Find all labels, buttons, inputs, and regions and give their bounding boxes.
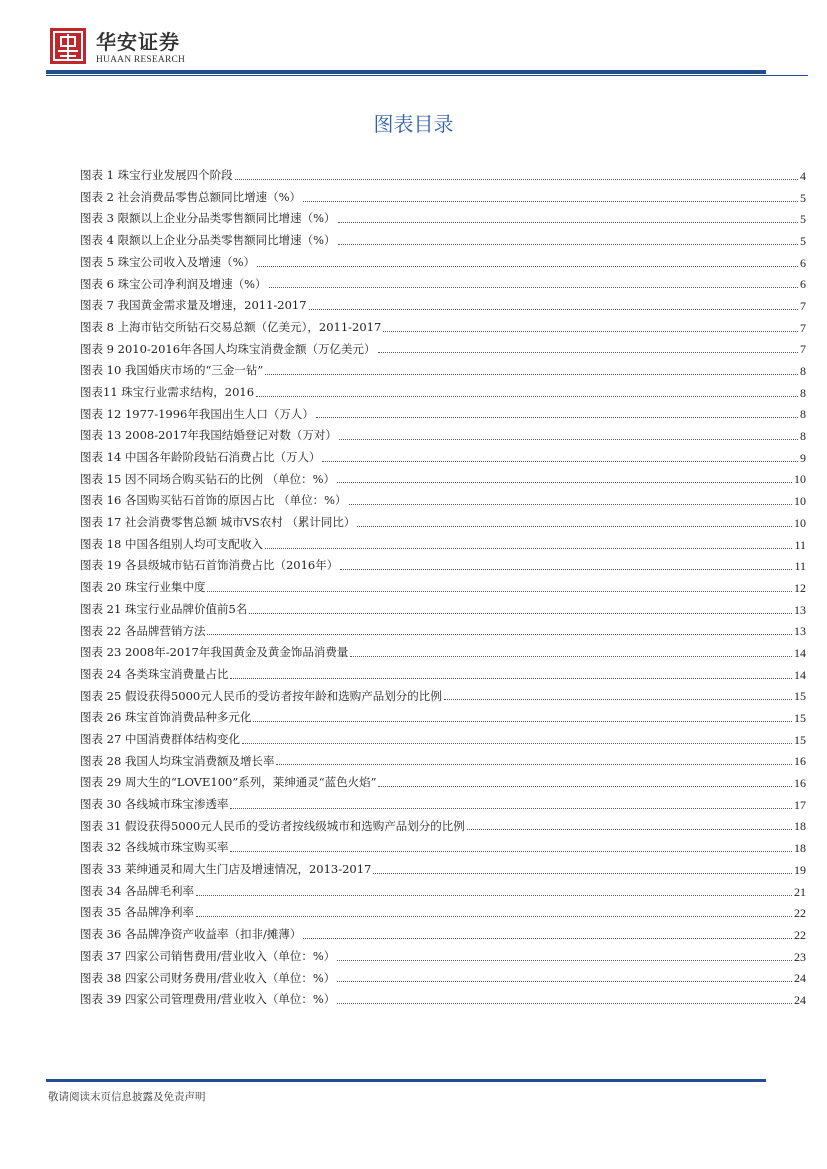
toc-entry-label[interactable]: 图表 15 因不同场合购买钻石的比例 （单位：%） [80, 471, 336, 486]
toc-entry[interactable] [80, 642, 806, 664]
toc-entry-label[interactable]: 图表 14 中国各年龄阶段钻石消费占比（万人） [80, 450, 321, 465]
toc-leader-dots [230, 850, 792, 852]
toc-entry-page[interactable]: 5 [800, 212, 806, 227]
toc-entry[interactable] [80, 555, 806, 577]
toc-entry-label[interactable]: 图表 27 中国消费群体结构变化 [80, 731, 240, 746]
toc-leader-dots [338, 243, 798, 245]
toc-leader-dots [444, 698, 792, 700]
toc-entry[interactable] [80, 317, 806, 339]
toc-entry-page[interactable]: 23 [794, 949, 806, 964]
toc-entry-page[interactable]: 5 [800, 233, 806, 248]
toc-entry-label[interactable]: 图表 17 社会消费零售总额 城市VS农村 （累计同比） [80, 515, 356, 530]
toc-leader-dots [230, 807, 792, 809]
toc-leader-dots [322, 460, 798, 462]
toc-leader-dots [196, 894, 792, 896]
toc-entry[interactable] [80, 252, 806, 274]
toc-entry-label[interactable]: 图表 29 周大生的“LOVE100”系列，莱绅通灵“蓝色火焰” [80, 775, 377, 790]
toc-leader-dots [337, 959, 792, 961]
toc-entry-page[interactable]: 21 [794, 884, 806, 899]
toc-entry-label[interactable]: 图表 32 各线城市珠宝购买率 [80, 840, 229, 855]
toc-leader-dots [383, 330, 798, 332]
toc-leader-dots [316, 416, 798, 418]
toc-entry-label[interactable]: 图表 5 珠宝公司收入及增速（%） [80, 254, 256, 269]
toc-leader-dots [207, 590, 792, 592]
toc-leader-dots [337, 980, 792, 982]
toc-leader-dots [276, 763, 792, 765]
toc-entry-page[interactable]: 11 [794, 559, 806, 574]
toc-entry-page[interactable]: 8 [800, 385, 806, 400]
toc-entry-label[interactable]: 图表 19 各县级城市钻石首饰消费占比（2016年） [80, 558, 339, 573]
toc-leader-dots [378, 785, 792, 787]
toc-entry[interactable] [80, 360, 806, 382]
toc-entry-label[interactable]: 图表 1 珠宝行业发展四个阶段 [80, 168, 233, 183]
toc-entry-label[interactable]: 图表 7 我国黄金需求量及增速，2011-2017 [80, 298, 307, 313]
toc-entry[interactable] [80, 339, 806, 361]
toc-entry[interactable] [80, 208, 806, 230]
toc-entry-page[interactable]: 13 [794, 602, 806, 617]
page-title: 图表目录 [373, 112, 454, 136]
toc-entry[interactable] [80, 989, 806, 1011]
toc-leader-dots [339, 438, 798, 440]
toc-entry[interactable] [80, 230, 806, 252]
toc-entry[interactable] [80, 707, 806, 729]
toc-leader-dots [230, 677, 792, 679]
toc-entry-page[interactable]: 6 [800, 255, 806, 270]
toc-leader-dots [337, 481, 792, 483]
toc-entry-page[interactable]: 9 [800, 450, 806, 465]
toc-entry[interactable] [80, 837, 806, 859]
toc-entry-page[interactable]: 15 [794, 689, 806, 704]
header-rule-thin [46, 75, 808, 76]
toc-entry[interactable] [80, 534, 806, 556]
toc-entry-page[interactable]: 10 [794, 515, 806, 530]
toc-entry-label[interactable]: 图表 12 1977-1996年我国出生人口（万人） [80, 406, 314, 421]
toc-entry-label[interactable]: 图表 34 各品牌毛利率 [80, 883, 194, 898]
toc-entry[interactable] [80, 859, 806, 881]
toc-leader-dots [309, 308, 798, 310]
toc-leader-dots [256, 395, 798, 397]
toc-entry[interactable] [80, 512, 806, 534]
toc-entry[interactable] [80, 187, 806, 209]
toc-entry[interactable] [80, 599, 806, 621]
toc-entry[interactable] [80, 924, 806, 946]
toc-entry-label[interactable]: 图表 20 珠宝行业集中度 [80, 580, 206, 595]
toc-entry-page[interactable]: 8 [800, 407, 806, 422]
footer-disclaimer: 敬请阅读末页信息披露及免责声明 [48, 1091, 206, 1103]
toc-entry-page[interactable]: 5 [800, 190, 806, 205]
toc-entry-page[interactable]: 13 [794, 624, 806, 639]
toc-entry-label[interactable]: 图表 38 四家公司财务费用/营业收入（单位：%） [80, 970, 336, 985]
toc-entry-label[interactable]: 图表 33 莱绅通灵和周大生门店及增速情况，2013-2017 [80, 862, 372, 877]
toc-leader-dots [265, 547, 792, 549]
toc-entry[interactable] [80, 772, 806, 794]
toc-entry[interactable] [80, 295, 806, 317]
toc-entry-label[interactable]: 图表 35 各品牌净利率 [80, 905, 194, 920]
toc-leader-dots [373, 872, 792, 874]
toc-leader-dots [269, 286, 798, 288]
toc-entry-label[interactable]: 图表11 珠宝行业需求结构，2016 [80, 384, 255, 399]
huaan-logo-icon [50, 28, 86, 64]
toc-entry-label[interactable]: 图表 36 各品牌净资产收益率（扣非/摊薄） [80, 927, 302, 942]
toc-entry-label[interactable]: 图表 16 各国购买钻石首饰的原因占比 （单位：%） [80, 493, 347, 508]
toc-entry-page[interactable]: 17 [794, 797, 806, 812]
toc-entry-page[interactable]: 22 [794, 927, 806, 942]
toc-leader-dots [249, 612, 792, 614]
toc-entry-page[interactable]: 18 [794, 841, 806, 856]
toc-entry[interactable] [80, 686, 806, 708]
toc-leader-dots [378, 351, 798, 353]
toc-entry-label[interactable]: 图表 25 假设获得5000元人民币的受访者按年龄和选购产品划分的比例 [80, 688, 442, 703]
toc-entry-page[interactable]: 19 [794, 862, 806, 877]
toc-entry-label[interactable]: 图表 3 限额以上企业分品类零售额同比增速（%） [80, 211, 336, 226]
toc-entry-page[interactable]: 14 [794, 667, 806, 682]
toc-entry-label[interactable]: 图表 31 假设获得5000元人民币的受访者按线级城市和选购产品划分的比例 [80, 818, 465, 833]
toc-entry-label[interactable]: 图表 10 我国婚庆市场的“三金一钻” [80, 363, 264, 378]
toc-leader-dots [350, 655, 792, 657]
toc-entry-label[interactable]: 图表 39 四家公司管理费用/营业收入（单位：%） [80, 992, 336, 1007]
toc-entry[interactable] [80, 490, 806, 512]
toc-entry[interactable] [80, 273, 806, 295]
toc-entry-label[interactable]: 图表 8 上海市钻交所钻石交易总额（亿美元），2011-2017 [80, 319, 382, 334]
toc-entry-page[interactable]: 24 [794, 971, 806, 986]
toc-leader-dots [340, 568, 792, 570]
toc-leader-dots [337, 1002, 792, 1004]
toc-entry[interactable] [80, 469, 806, 491]
toc-entry[interactable] [80, 816, 806, 838]
toc-entry-page[interactable]: 4 [800, 168, 806, 183]
toc-entry[interactable] [80, 404, 806, 426]
toc-entry-page[interactable]: 11 [794, 537, 806, 552]
toc-leader-dots [467, 828, 792, 830]
toc-entry-label[interactable]: 图表 2 社会消费品零售总额同比增速（%） [80, 189, 302, 204]
toc-entry-page[interactable]: 15 [794, 711, 806, 726]
toc-entry-label[interactable]: 图表 23 2008年-2017年我国黄金及黄金饰品消费量 [80, 645, 349, 660]
toc-entry[interactable] [80, 447, 806, 469]
toc-leader-dots [303, 937, 792, 939]
toc-entry-page[interactable]: 8 [800, 364, 806, 379]
toc-entry-label[interactable]: 图表 13 2008-2017年我国结婚登记对数（万对） [80, 428, 337, 443]
toc-entry-label[interactable]: 图表 4 限额以上企业分品类零售额同比增速（%） [80, 233, 336, 248]
toc-entry-page[interactable]: 10 [794, 472, 806, 487]
toc-entry[interactable] [80, 382, 806, 404]
toc-entry-page[interactable]: 15 [794, 732, 806, 747]
toc-leader-dots [207, 633, 792, 635]
toc-entry-page[interactable]: 22 [794, 906, 806, 921]
toc-leader-dots [242, 742, 792, 744]
toc-entry-label[interactable]: 图表 24 各类珠宝消费量占比 [80, 666, 229, 681]
brand-name: 华安证券 [96, 30, 180, 54]
toc-leader-dots [253, 720, 792, 722]
toc-leader-dots [235, 178, 798, 180]
toc-entry[interactable] [80, 946, 806, 968]
footer-rule [46, 1079, 766, 1082]
toc-entry[interactable] [80, 967, 806, 989]
toc-leader-dots [265, 373, 798, 375]
toc-entry[interactable] [80, 902, 806, 924]
toc-entry[interactable] [80, 881, 806, 903]
toc-entry-label[interactable]: 图表 9 2010-2016年各国人均珠宝消费金额（万亿美元） [80, 341, 376, 356]
toc-entry[interactable] [80, 664, 806, 686]
toc-entry[interactable] [80, 620, 806, 642]
toc-entry[interactable] [80, 751, 806, 773]
toc-entry-label[interactable]: 图表 28 我国人均珠宝消费额及增长率 [80, 753, 275, 768]
toc-entry-page[interactable]: 18 [794, 819, 806, 834]
toc-entry-page[interactable]: 24 [794, 992, 806, 1007]
toc-leader-dots [349, 503, 792, 505]
toc-entry-page[interactable]: 7 [800, 298, 806, 313]
toc-entry-label[interactable]: 图表 37 四家公司销售费用/营业收入（单位：%） [80, 948, 336, 963]
toc-entry[interactable] [80, 577, 806, 599]
toc-entry-label[interactable]: 图表 30 各线城市珠宝渗透率 [80, 797, 229, 812]
toc-entry-page[interactable]: 12 [794, 580, 806, 595]
toc-entry-page[interactable]: 10 [794, 494, 806, 509]
toc-entry-page[interactable]: 6 [800, 277, 806, 292]
toc-leader-dots [338, 221, 798, 223]
toc-entry-label[interactable]: 图表 18 中国各组别人均可支配收入 [80, 536, 263, 551]
toc-entry[interactable] [80, 425, 806, 447]
toc-entry-page[interactable]: 16 [794, 776, 806, 791]
toc-leader-dots [357, 525, 792, 527]
toc-entry[interactable] [80, 729, 806, 751]
toc-leader-dots [196, 915, 792, 917]
brand-subtitle: HUAAN RESEARCH [96, 55, 186, 65]
toc-entry-page[interactable]: 7 [800, 342, 806, 357]
toc-entry[interactable] [80, 165, 806, 187]
toc-leader-dots [257, 265, 798, 267]
toc-entry-page[interactable]: 14 [794, 645, 806, 660]
toc-entry-label[interactable]: 图表 26 珠宝首饰消费品种多元化 [80, 710, 252, 725]
toc-entry-page[interactable]: 7 [800, 320, 806, 335]
toc-leader-dots [303, 200, 798, 202]
figure-list [80, 165, 806, 1011]
toc-entry-label[interactable]: 图表 6 珠宝公司净利润及增速（%） [80, 276, 267, 291]
toc-entry-page[interactable]: 8 [800, 429, 806, 444]
toc-entry-label[interactable]: 图表 22 各品牌营销方法 [80, 623, 206, 638]
header-rule [46, 70, 766, 74]
toc-entry-label[interactable]: 图表 21 珠宝行业品牌价值前5名 [80, 601, 248, 616]
toc-entry[interactable] [80, 794, 806, 816]
toc-entry-page[interactable]: 16 [794, 754, 806, 769]
